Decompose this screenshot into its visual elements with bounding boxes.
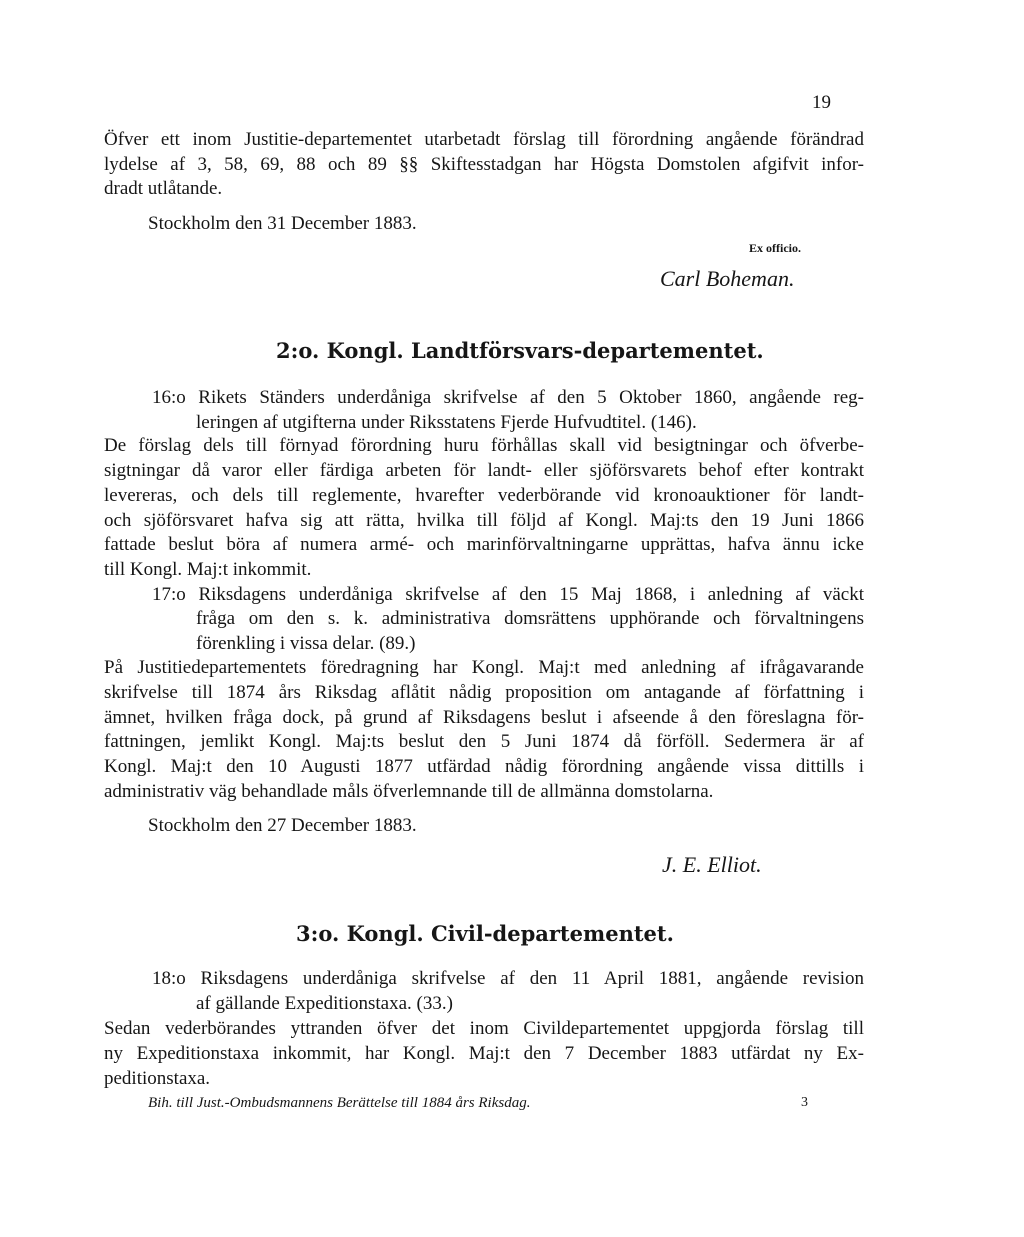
item-line: leringen af utgifterna under Riksstatens Fjerde Hufvudtitel. (146).	[196, 412, 697, 433]
paragraph-line: levereras, och dels till reglemente, hvarefter vederbörande vid kronoauktioner för landt-	[104, 485, 864, 506]
item-line: 18:o Riksdagens underdåniga skrifvelse af den 11 April 1881, angående revision	[152, 968, 864, 989]
paragraph-line: fattade beslut böra af numera armé- och marinförvaltningarne upprättas, hafva ännu icke	[104, 534, 864, 555]
section-heading-civil: 3:o. Kongl. Civil-departementet.	[296, 921, 674, 946]
paragraph-line: fattningen, jemlikt Kongl. Maj:ts beslut den 5 Juni 1874 då förföll. Sedermera är af	[104, 731, 864, 752]
item-line: fråga om den s. k. administrativa domsrättens upphörande och förvaltningens	[196, 608, 864, 629]
paragraph-line: sigtningar då varor eller färdiga arbeten för landt- eller sjöförsvarets behof efter kontrakt	[104, 460, 864, 481]
ex-officio-note: Ex officio.	[749, 241, 801, 255]
paragraph-line: administrativ väg behandlade måls öfverlemnande till de allmänna domstolarna.	[104, 781, 714, 802]
item-line: förenkling i vissa delar. (89.)	[196, 633, 416, 654]
date-line-1: Stockholm den 31 December 1883.	[148, 213, 417, 234]
paragraph-line: Kongl. Maj:t den 10 Augusti 1877 utfärdad nådig förordning angående vissa dittills i	[104, 756, 864, 777]
signature-elliot: J. E. Elliot.	[662, 852, 762, 877]
paragraph-line: ny Expeditionstaxa inkommit, har Kongl. Maj:t den 7 December 1883 utfärdat ny Ex-	[104, 1043, 864, 1064]
paragraph-line: och sjöförsvaret hafva sig att rätta, hvilka till följd af Kongl. Maj:ts den 19 Juni 1866	[104, 510, 864, 531]
paragraph-line: De förslag dels till förnyad förordning huru förhållas skall vid besigtningar och öfverbe-	[104, 435, 864, 456]
footer-signature-mark: 3	[801, 1095, 808, 1110]
paragraph-line: På Justitiedepartementets föredragning har Kongl. Maj:t med anledning af ifrågavarande	[104, 657, 864, 678]
item-line: 16:o Rikets Ständers underdåniga skrifvelse af den 5 Oktober 1860, angående reg-	[152, 387, 864, 408]
item-line: af gällande Expeditionstaxa. (33.)	[196, 993, 453, 1014]
paragraph-line: Sedan vederbörandes yttranden öfver det inom Civildepartementet uppgjorda förslag till	[104, 1018, 864, 1039]
date-line-2: Stockholm den 27 December 1883.	[148, 815, 417, 836]
paragraph-line: peditionstaxa.	[104, 1068, 211, 1089]
footer-reference: Bih. till Just.-Ombudsmannens Berättelse till 1884 års Riksdag.	[148, 1095, 531, 1111]
section-heading-landtforsvar: 2:o. Kongl. Landtförsvars-departementet.	[276, 338, 764, 363]
paragraph-line: lydelse af 3, 58, 69, 88 och 89 §§ Skiftesstadgan har Högsta Domstolen afgifvit infor-	[104, 154, 864, 175]
item-line: 17:o Riksdagens underdåniga skrifvelse af den 15 Maj 1868, i anledning af väckt	[152, 584, 864, 605]
paragraph-line: dradt utlåtande.	[104, 178, 223, 199]
paragraph-line: ämnet, hvilken fråga dock, på grund af Riksdagens beslut i afseende å den föreslagna för-	[104, 707, 864, 728]
page-number: 19	[812, 92, 831, 113]
paragraph-line: till Kongl. Maj:t inkommit.	[104, 559, 312, 580]
signature-boheman: Carl Boheman.	[660, 266, 795, 291]
paragraph-line: Öfver ett inom Justitie-departementet utarbetadt förslag till förordning angående förändrad	[104, 129, 864, 150]
paragraph-line: skrifvelse till 1874 års Riksdag aflåtit nådig proposition om antagande af författning i	[104, 682, 864, 703]
